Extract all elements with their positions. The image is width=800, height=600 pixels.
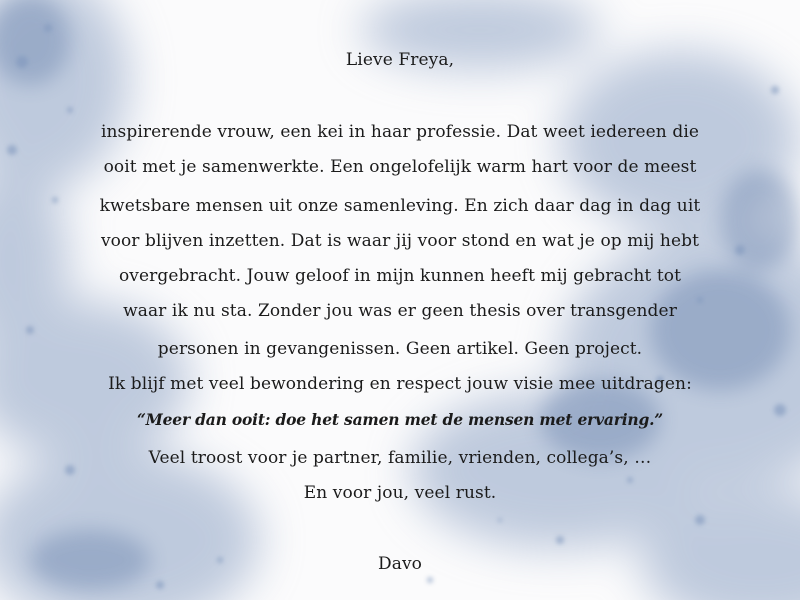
letter-line-6: waar ik nu sta. Zonder jou was er geen thesis over transgender — [123, 301, 677, 321]
letter-line-7: personen in gevangenissen. Geen artikel. Geen project. — [157, 339, 643, 359]
letter-line-2: ooit met je samenwerkte. Een ongelofelijk warm hart voor de meest — [103, 157, 697, 177]
closing-line-2: En voor jou, veel rust. — [303, 483, 497, 503]
letter-quote: “Meer dan ooit: doe het samen met de mensen met ervaring.” — [136, 410, 664, 429]
letter-line-8: Ik blijf met veel bewondering en respect jouw visie mee uitdragen: — [108, 374, 692, 394]
letter-line-1: inspirerende vrouw, een kei in haar professie. Dat weet iedereen die — [100, 122, 700, 142]
letter-line-4: voor blijven inzetten. Dat is waar jij voor stond en wat je op mij hebt — [100, 231, 700, 251]
letter-line-5: overgebracht. Jouw geloof in mijn kunnen heeft mij gebracht tot — [118, 266, 682, 286]
letter-line-3: kwetsbare mensen uit onze samenleving. En zich daar dag in dag uit — [99, 196, 701, 216]
closing-line-1: Veel troost voor je partner, familie, vrienden, collega’s, … — [148, 448, 652, 468]
greeting: Lieve Freya, — [345, 50, 455, 70]
signature: Davo — [377, 554, 422, 574]
